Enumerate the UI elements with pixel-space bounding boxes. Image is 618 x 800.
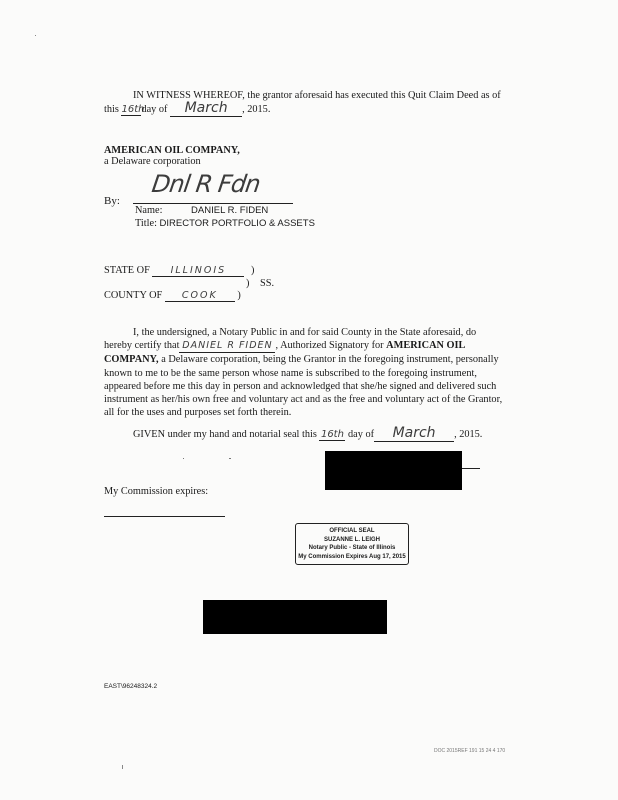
notary-line-6: instrument as her/his own free and voluntary act and as the free and voluntary act of the Grantor,	[104, 394, 503, 406]
scan-mark-2	[122, 765, 123, 769]
given-year: , 2015.	[454, 429, 483, 440]
notary-line-5: appeared before me this day in person and acknowledged that she/he signed and delivered such	[104, 380, 497, 392]
seal-line-3: Notary Public - State of Illinois	[308, 545, 396, 551]
scan-mark-3	[229, 458, 231, 459]
lower-redaction	[203, 600, 387, 634]
notary-line-4: known to me to be the same person whose name is subscribed to the foregoing instrument,	[104, 367, 477, 379]
given-text: GIVEN under my hand and notarial seal this	[133, 429, 317, 440]
title-label: Title:	[135, 218, 157, 229]
witness-line-1: IN WITNESS WHEREOF, the grantor aforesaid has executed this Quit Claim Deed as of	[133, 90, 501, 101]
company-name: AMERICAN OIL COMPANY,	[104, 145, 240, 156]
notary-signature-redaction	[325, 451, 462, 490]
ss-label	[246, 278, 274, 289]
witness-month-handwritten: March	[170, 100, 242, 117]
seal-line-1: OFFICIAL SEAL	[329, 528, 375, 534]
notary-line-2	[104, 339, 516, 353]
notary-signature-line	[462, 468, 480, 469]
scan-mark-1	[35, 35, 36, 36]
certified-person-handwritten: DANIEL R FIDEN	[179, 339, 275, 353]
signature-handwritten: Dnl R Fdn	[150, 170, 262, 198]
county-row	[104, 290, 241, 302]
official-seal-stamp	[295, 523, 409, 565]
given-day-of: day of	[348, 429, 375, 440]
state-row	[104, 265, 254, 277]
name-label: Name:	[135, 205, 163, 216]
state-handwritten: ILLINOIS	[152, 265, 244, 277]
seal-line-2: SUZANNE L. LEIGH	[323, 536, 380, 543]
witness-line-2	[104, 100, 270, 117]
state-paren: )	[250, 265, 255, 276]
signer-name-row	[135, 205, 268, 216]
commission-line	[104, 516, 225, 517]
signer-title-row	[135, 218, 315, 229]
state-label: STATE OF	[104, 265, 150, 276]
county-handwritten: COOK	[165, 290, 235, 302]
given-day-handwritten: 16th	[320, 429, 344, 440]
signer-name: DANIEL R. FIDEN	[191, 205, 269, 216]
company-bold-2: COMPANY,	[104, 354, 159, 366]
ss-paren: )	[246, 278, 250, 289]
hereby-certify: hereby certify that	[104, 340, 180, 352]
signer-title: DIRECTOR PORTFOLIO & ASSETS	[159, 218, 315, 229]
authorized-signatory: , Authorized Signatory for	[275, 340, 384, 352]
commission-label: My Commission expires:	[104, 486, 209, 497]
notary-line-7: all for the uses and purposes set forth therein.	[104, 407, 292, 419]
seal-line-4: My Commission Expires Aug 17, 2015	[298, 553, 406, 560]
signature-line	[133, 203, 293, 204]
notary-paragraph	[104, 326, 516, 419]
company-type: a Delaware corporation	[104, 156, 201, 167]
witness-day-handwritten: 16th	[121, 104, 145, 115]
notary-line-3	[104, 353, 516, 366]
given-row	[133, 425, 482, 442]
by-label: By:	[104, 195, 120, 207]
company-bold-1: AMERICAN OIL	[386, 340, 466, 352]
witness-this: this	[104, 104, 119, 115]
scan-mark-4	[183, 458, 184, 459]
county-paren: )	[237, 290, 241, 301]
notary-line-3-text: a Delaware corporation, being the Grantor in the foregoing instrument, personally	[161, 354, 499, 366]
given-month-handwritten: March	[374, 425, 454, 442]
page-reference: DOC 2015REF 191 15 24 4 170	[434, 748, 506, 754]
county-label: COUNTY OF	[104, 290, 163, 301]
notary-line-1: I, the undersigned, a Notary Public in and for said County in the State aforesaid, do	[133, 327, 477, 338]
witness-day-of: day of	[141, 104, 168, 115]
document-id: EAST\96248324.2	[104, 683, 158, 690]
witness-year: , 2015.	[242, 104, 271, 115]
ss-text: SS.	[260, 278, 275, 289]
